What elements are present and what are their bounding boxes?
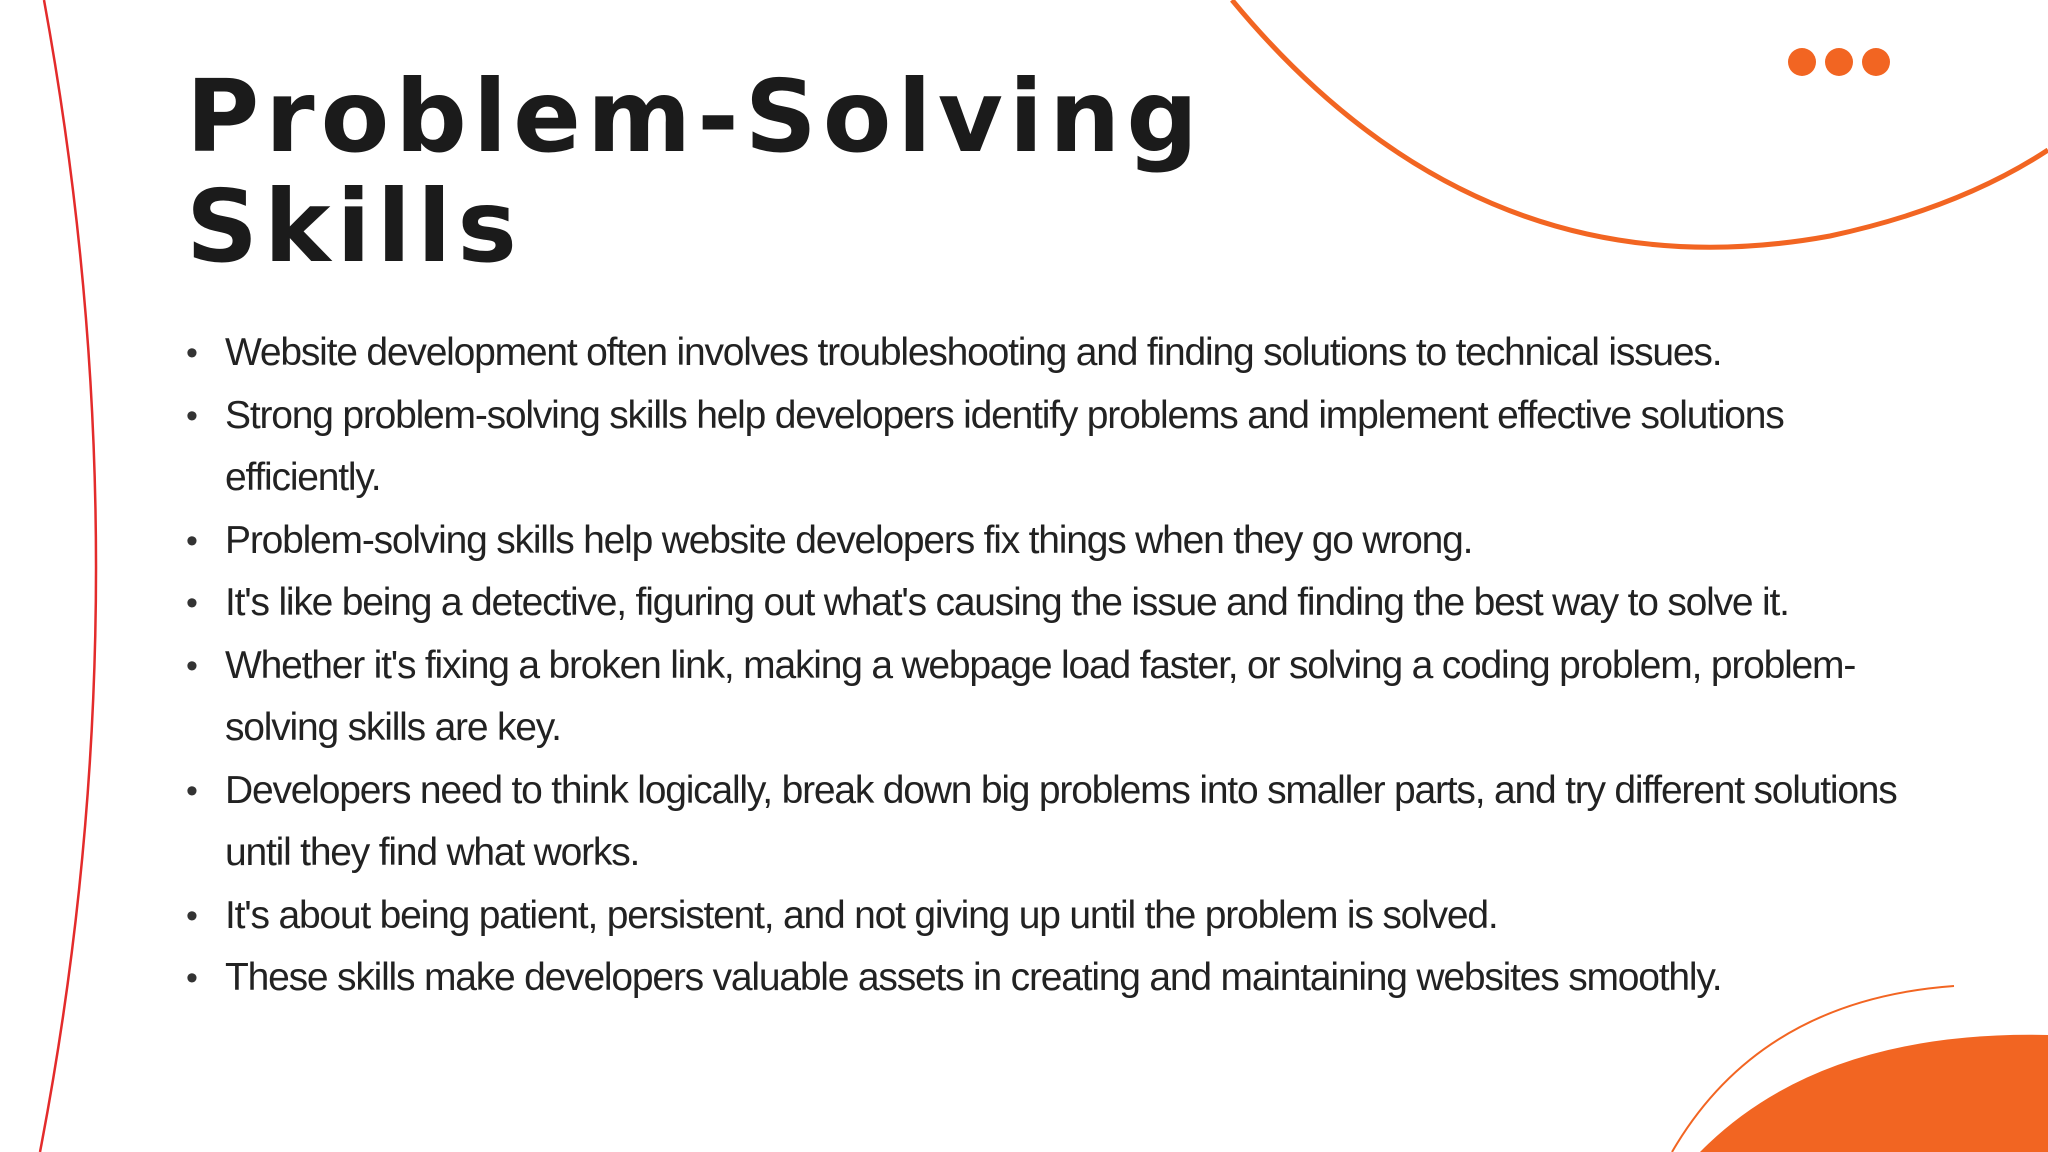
slide-title (186, 58, 1286, 285)
left-curve-line (40, 0, 96, 1152)
bullet-list (186, 322, 1926, 1010)
bullet-item: • Developers need to think logically, break down big problems into smaller parts, and try different solutions until they find what works. (186, 760, 1926, 885)
bullet-item: • Whether it's fixing a broken link, making a webpage load faster, or solving a coding problem, problem-solving skills are key. (186, 635, 1926, 760)
bullet-item: • It's like being a detective, figuring out what's causing the issue and finding the best way to solve it. (186, 572, 1926, 635)
bottom-right-thin-arc (1672, 986, 1954, 1152)
bullet-item: • These skills make developers valuable assets in creating and maintaining websites smoothly. (186, 947, 1926, 1010)
dots-icon (1788, 48, 1890, 76)
dot (1825, 48, 1853, 76)
slide-title-line-1: Problem-Solving (186, 58, 1204, 175)
bullet-item: • Strong problem-solving skills help developers identify problems and implement effective solutions efficiently. (186, 385, 1926, 510)
top-right-arc (1232, 0, 2048, 247)
slide-title-line-2: Skills (186, 168, 523, 285)
dot (1788, 48, 1816, 76)
bullet-item: • Website development often involves troubleshooting and finding solutions to technical issues. (186, 322, 1926, 385)
bullet-item: • Problem-solving skills help website developers fix things when they go wrong. (186, 510, 1926, 573)
bullet-item: • It's about being patient, persistent, and not giving up until the problem is solved. (186, 885, 1926, 948)
dot (1862, 48, 1890, 76)
bottom-right-blob (1700, 1035, 2048, 1152)
